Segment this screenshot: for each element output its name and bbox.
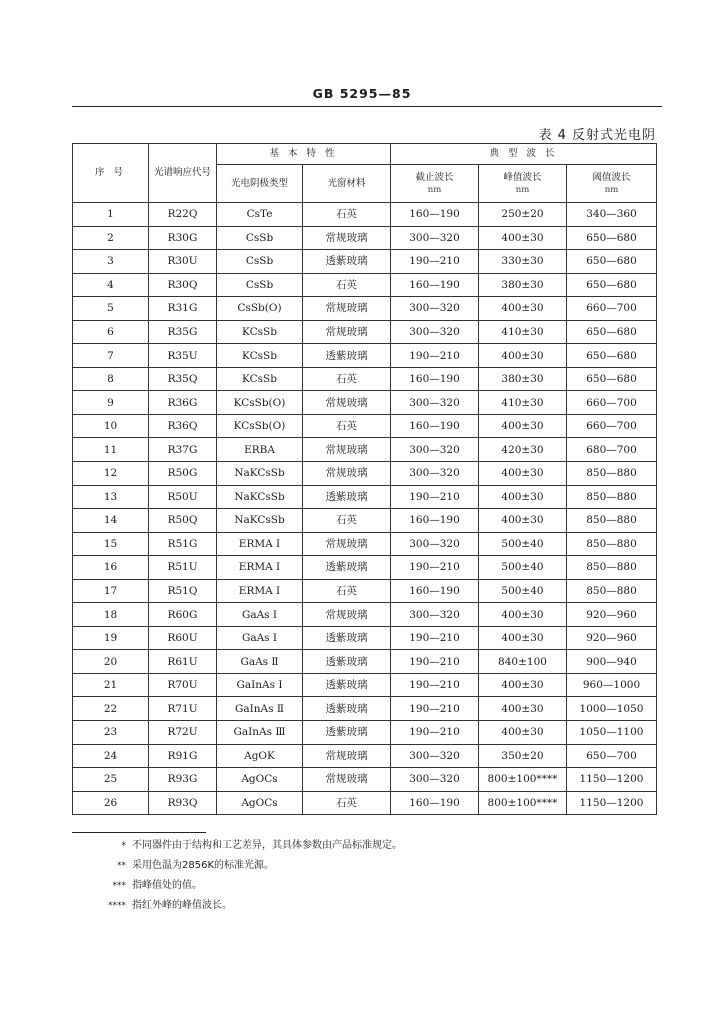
cell-photocathode-type: KCsSb xyxy=(217,367,303,391)
footnote-mark: **** xyxy=(108,901,126,911)
footnote-text: 采用色温为2856K的标准光源。 xyxy=(132,860,275,871)
cell-window-material: 常规玻璃 xyxy=(303,391,391,415)
cell-window-material: 常规玻璃 xyxy=(303,226,391,250)
cell-peak-wavelength: 410±30 xyxy=(479,320,567,344)
cell-index: 17 xyxy=(73,579,149,603)
cell-peak-wavelength: 800±100**** xyxy=(479,768,567,792)
cell-cutoff-wavelength: 160—190 xyxy=(391,579,479,603)
cell-index: 5 xyxy=(73,297,149,321)
cell-index: 24 xyxy=(73,744,149,768)
cell-spectral-code: R60G xyxy=(149,603,217,627)
footnote-mark: *** xyxy=(112,881,126,891)
cell-cutoff-wavelength: 300—320 xyxy=(391,603,479,627)
table-row xyxy=(73,438,657,462)
cell-cutoff-wavelength: 190—210 xyxy=(391,626,479,650)
table-row xyxy=(73,273,657,297)
cell-threshold-wavelength: 920—960 xyxy=(567,626,657,650)
table-row xyxy=(73,414,657,438)
cell-photocathode-type: ERMA Ⅰ xyxy=(217,556,303,580)
cell-photocathode-type: KCsSb xyxy=(217,320,303,344)
cell-peak-wavelength: 400±30 xyxy=(479,462,567,486)
cell-index: 23 xyxy=(73,721,149,745)
footnote-text: 指峰值处的值。 xyxy=(132,880,202,891)
cell-peak-wavelength: 400±30 xyxy=(479,344,567,368)
cell-index: 1 xyxy=(73,203,149,227)
header-rule xyxy=(72,106,662,107)
table-row xyxy=(73,203,657,227)
cell-threshold-wavelength: 660—700 xyxy=(567,391,657,415)
footnote xyxy=(96,876,402,896)
cell-photocathode-type: AgOCs xyxy=(217,791,303,815)
cell-threshold-wavelength: 1150—1200 xyxy=(567,768,657,792)
cell-spectral-code: R35G xyxy=(149,320,217,344)
cell-peak-wavelength: 380±30 xyxy=(479,273,567,297)
cell-index: 26 xyxy=(73,791,149,815)
cell-cutoff-wavelength: 300—320 xyxy=(391,297,479,321)
cell-photocathode-type: CsSb xyxy=(217,273,303,297)
cell-threshold-wavelength: 960—1000 xyxy=(567,673,657,697)
cell-threshold-wavelength: 1150—1200 xyxy=(567,791,657,815)
cell-photocathode-type: GaInAs Ⅲ xyxy=(217,721,303,745)
cell-spectral-code: R36Q xyxy=(149,414,217,438)
table-row xyxy=(73,367,657,391)
table-row xyxy=(73,509,657,533)
cell-threshold-wavelength: 650—680 xyxy=(567,367,657,391)
cell-threshold-wavelength: 1050—1100 xyxy=(567,721,657,745)
table-row xyxy=(73,579,657,603)
cell-cutoff-wavelength: 190—210 xyxy=(391,650,479,674)
cell-spectral-code: R50G xyxy=(149,462,217,486)
cell-photocathode-type: NaKCsSb xyxy=(217,485,303,509)
unit-label: nm xyxy=(515,184,530,195)
cell-index: 6 xyxy=(73,320,149,344)
cell-index: 13 xyxy=(73,485,149,509)
cell-threshold-wavelength: 900—940 xyxy=(567,650,657,674)
cell-window-material: 石英 xyxy=(303,273,391,297)
cell-spectral-code: R35Q xyxy=(149,367,217,391)
cell-spectral-code: R50Q xyxy=(149,509,217,533)
cell-photocathode-type: AgOK xyxy=(217,744,303,768)
cell-peak-wavelength: 350±20 xyxy=(479,744,567,768)
footnote-text: 不同器件由于结构和工艺差异，其具体参数由产品标准规定。 xyxy=(132,840,402,851)
cell-spectral-code: R30G xyxy=(149,226,217,250)
cell-cutoff-wavelength: 300—320 xyxy=(391,532,479,556)
cell-index: 16 xyxy=(73,556,149,580)
cell-window-material: 石英 xyxy=(303,791,391,815)
cell-cutoff-wavelength: 160—190 xyxy=(391,273,479,297)
table-row xyxy=(73,297,657,321)
cell-photocathode-type: CsSb(O) xyxy=(217,297,303,321)
cell-spectral-code: R31G xyxy=(149,297,217,321)
header-spectral-code: 光谱响应代号 xyxy=(149,144,217,203)
cell-photocathode-type: GaAs Ⅱ xyxy=(217,650,303,674)
header-basic-characteristics: 基 本 特 性 xyxy=(217,144,391,165)
cell-window-material: 常规玻璃 xyxy=(303,438,391,462)
cell-threshold-wavelength: 650—680 xyxy=(567,226,657,250)
cell-photocathode-type: KCsSb xyxy=(217,344,303,368)
cell-window-material: 透紫玻璃 xyxy=(303,626,391,650)
cell-window-material: 透紫玻璃 xyxy=(303,344,391,368)
document-header: GB 5295—85 xyxy=(312,86,412,101)
cell-window-material: 石英 xyxy=(303,509,391,533)
table-row xyxy=(73,485,657,509)
cell-window-material: 常规玻璃 xyxy=(303,320,391,344)
cell-threshold-wavelength: 680—700 xyxy=(567,438,657,462)
cell-index: 2 xyxy=(73,226,149,250)
cell-spectral-code: R71U xyxy=(149,697,217,721)
cell-peak-wavelength: 400±30 xyxy=(479,673,567,697)
table-row xyxy=(73,673,657,697)
cell-peak-wavelength: 400±30 xyxy=(479,414,567,438)
cell-index: 11 xyxy=(73,438,149,462)
cell-index: 25 xyxy=(73,768,149,792)
table-row xyxy=(73,320,657,344)
cell-window-material: 透紫玻璃 xyxy=(303,673,391,697)
cell-window-material: 透紫玻璃 xyxy=(303,556,391,580)
cell-peak-wavelength: 800±100**** xyxy=(479,791,567,815)
cell-threshold-wavelength: 920—960 xyxy=(567,603,657,627)
cell-peak-wavelength: 400±30 xyxy=(479,297,567,321)
cell-peak-wavelength: 400±30 xyxy=(479,603,567,627)
cell-peak-wavelength: 400±30 xyxy=(479,721,567,745)
cell-index: 8 xyxy=(73,367,149,391)
cell-index: 22 xyxy=(73,697,149,721)
cell-peak-wavelength: 420±30 xyxy=(479,438,567,462)
cell-threshold-wavelength: 650—680 xyxy=(567,273,657,297)
cell-cutoff-wavelength: 300—320 xyxy=(391,226,479,250)
cell-peak-wavelength: 500±40 xyxy=(479,579,567,603)
cell-spectral-code: R30U xyxy=(149,250,217,274)
cell-peak-wavelength: 500±40 xyxy=(479,532,567,556)
cell-cutoff-wavelength: 190—210 xyxy=(391,721,479,745)
cell-cutoff-wavelength: 190—210 xyxy=(391,556,479,580)
cell-window-material: 透紫玻璃 xyxy=(303,650,391,674)
cell-window-material: 石英 xyxy=(303,367,391,391)
table-row xyxy=(73,650,657,674)
footnote-text: 指红外峰的峰值波长。 xyxy=(132,900,232,911)
cell-spectral-code: R93Q xyxy=(149,791,217,815)
cell-cutoff-wavelength: 300—320 xyxy=(391,768,479,792)
cell-photocathode-type: NaKCsSb xyxy=(217,509,303,533)
table-row xyxy=(73,721,657,745)
cell-threshold-wavelength: 850—880 xyxy=(567,462,657,486)
cell-window-material: 透紫玻璃 xyxy=(303,250,391,274)
cell-threshold-wavelength: 850—880 xyxy=(567,509,657,533)
cell-threshold-wavelength: 650—700 xyxy=(567,744,657,768)
table-row xyxy=(73,556,657,580)
cell-window-material: 透紫玻璃 xyxy=(303,697,391,721)
cell-spectral-code: R22Q xyxy=(149,203,217,227)
cell-photocathode-type: ERMA Ⅰ xyxy=(217,579,303,603)
cell-cutoff-wavelength: 160—190 xyxy=(391,414,479,438)
cell-photocathode-type: CsTe xyxy=(217,203,303,227)
cell-threshold-wavelength: 650—680 xyxy=(567,320,657,344)
cell-cutoff-wavelength: 190—210 xyxy=(391,697,479,721)
cell-spectral-code: R35U xyxy=(149,344,217,368)
header-threshold-wavelength: 阈值波长 nm xyxy=(567,165,657,203)
cell-peak-wavelength: 500±40 xyxy=(479,556,567,580)
table-row xyxy=(73,532,657,556)
cell-cutoff-wavelength: 160—190 xyxy=(391,203,479,227)
cell-cutoff-wavelength: 300—320 xyxy=(391,320,479,344)
cell-threshold-wavelength: 850—880 xyxy=(567,532,657,556)
cell-index: 7 xyxy=(73,344,149,368)
header-window-material: 光窗材料 xyxy=(303,165,391,203)
cell-spectral-code: R50U xyxy=(149,485,217,509)
cell-spectral-code: R51U xyxy=(149,556,217,580)
footnote xyxy=(96,856,402,876)
cell-photocathode-type: CsSb xyxy=(217,250,303,274)
footnote xyxy=(96,896,402,916)
cell-window-material: 石英 xyxy=(303,414,391,438)
table-row xyxy=(73,226,657,250)
table-row xyxy=(73,744,657,768)
cell-window-material: 透紫玻璃 xyxy=(303,721,391,745)
cell-cutoff-wavelength: 160—190 xyxy=(391,791,479,815)
cell-threshold-wavelength: 660—700 xyxy=(567,297,657,321)
cell-spectral-code: R93G xyxy=(149,768,217,792)
cell-cutoff-wavelength: 160—190 xyxy=(391,509,479,533)
cell-index: 3 xyxy=(73,250,149,274)
cell-cutoff-wavelength: 190—210 xyxy=(391,344,479,368)
cell-peak-wavelength: 840±100 xyxy=(479,650,567,674)
cell-threshold-wavelength: 340—360 xyxy=(567,203,657,227)
cell-spectral-code: R30Q xyxy=(149,273,217,297)
table-row xyxy=(73,344,657,368)
header-photocathode-type: 光电阴极类型 xyxy=(217,165,303,203)
unit-label: nm xyxy=(604,184,619,195)
cell-spectral-code: R37G xyxy=(149,438,217,462)
cell-cutoff-wavelength: 300—320 xyxy=(391,462,479,486)
header-typical-wavelength: 典 型 波 长 xyxy=(391,144,657,165)
cell-peak-wavelength: 400±30 xyxy=(479,226,567,250)
cell-spectral-code: R72U xyxy=(149,721,217,745)
cell-photocathode-type: GaAs Ⅰ xyxy=(217,626,303,650)
cell-cutoff-wavelength: 300—320 xyxy=(391,744,479,768)
cell-window-material: 常规玻璃 xyxy=(303,532,391,556)
header-index: 序 号 xyxy=(73,144,149,203)
unit-label: nm xyxy=(427,184,442,195)
cell-window-material: 常规玻璃 xyxy=(303,744,391,768)
cell-index: 18 xyxy=(73,603,149,627)
cell-index: 21 xyxy=(73,673,149,697)
cell-index: 4 xyxy=(73,273,149,297)
table-caption: 表 4 反射式光电阴 xyxy=(538,128,656,143)
table-row xyxy=(73,626,657,650)
cell-photocathode-type: NaKCsSb xyxy=(217,462,303,486)
table-row xyxy=(73,462,657,486)
cell-threshold-wavelength: 1000—1050 xyxy=(567,697,657,721)
cell-photocathode-type: ERMA Ⅰ xyxy=(217,532,303,556)
cell-index: 10 xyxy=(73,414,149,438)
cell-window-material: 常规玻璃 xyxy=(303,297,391,321)
cell-cutoff-wavelength: 190—210 xyxy=(391,673,479,697)
cell-spectral-code: R51G xyxy=(149,532,217,556)
cell-photocathode-type: GaInAs Ⅰ xyxy=(217,673,303,697)
footnote-separator xyxy=(72,832,206,833)
cell-spectral-code: R51Q xyxy=(149,579,217,603)
cell-photocathode-type: KCsSb(O) xyxy=(217,414,303,438)
cell-index: 15 xyxy=(73,532,149,556)
cell-window-material: 常规玻璃 xyxy=(303,768,391,792)
cell-threshold-wavelength: 850—880 xyxy=(567,556,657,580)
cell-spectral-code: R36G xyxy=(149,391,217,415)
cell-window-material: 透紫玻璃 xyxy=(303,485,391,509)
table-row xyxy=(73,768,657,792)
cell-peak-wavelength: 330±30 xyxy=(479,250,567,274)
cell-spectral-code: R60U xyxy=(149,626,217,650)
cell-threshold-wavelength: 650—680 xyxy=(567,344,657,368)
cell-spectral-code: R70U xyxy=(149,673,217,697)
cell-photocathode-type: GaAs Ⅰ xyxy=(217,603,303,627)
cell-threshold-wavelength: 850—880 xyxy=(567,579,657,603)
cell-window-material: 常规玻璃 xyxy=(303,462,391,486)
footnotes xyxy=(96,836,402,916)
cell-window-material: 常规玻璃 xyxy=(303,603,391,627)
cell-cutoff-wavelength: 190—210 xyxy=(391,250,479,274)
footnote-mark: * xyxy=(121,841,126,851)
cell-threshold-wavelength: 650—680 xyxy=(567,250,657,274)
table-row xyxy=(73,391,657,415)
table-row xyxy=(73,250,657,274)
cell-cutoff-wavelength: 300—320 xyxy=(391,391,479,415)
cell-threshold-wavelength: 850—880 xyxy=(567,485,657,509)
cell-index: 14 xyxy=(73,509,149,533)
cell-peak-wavelength: 400±30 xyxy=(479,485,567,509)
footnote-mark: ** xyxy=(117,861,126,871)
footnote xyxy=(96,836,402,856)
cell-cutoff-wavelength: 160—190 xyxy=(391,367,479,391)
cell-spectral-code: R91G xyxy=(149,744,217,768)
cell-photocathode-type: CsSb xyxy=(217,226,303,250)
header-peak-wavelength: 峰值波长 nm xyxy=(479,165,567,203)
table-row xyxy=(73,791,657,815)
cell-window-material: 石英 xyxy=(303,203,391,227)
table-row xyxy=(73,603,657,627)
cell-peak-wavelength: 250±20 xyxy=(479,203,567,227)
cell-photocathode-type: ERBA xyxy=(217,438,303,462)
cell-peak-wavelength: 380±30 xyxy=(479,367,567,391)
cell-window-material: 石英 xyxy=(303,579,391,603)
cell-cutoff-wavelength: 190—210 xyxy=(391,485,479,509)
cell-cutoff-wavelength: 300—320 xyxy=(391,438,479,462)
cell-peak-wavelength: 410±30 xyxy=(479,391,567,415)
cell-index: 20 xyxy=(73,650,149,674)
cell-spectral-code: R61U xyxy=(149,650,217,674)
cell-threshold-wavelength: 660—700 xyxy=(567,414,657,438)
table-body xyxy=(73,203,657,815)
header-cutoff-wavelength: 截止波长 nm xyxy=(391,165,479,203)
photocathode-table xyxy=(72,143,657,815)
cell-photocathode-type: GaInAs Ⅱ xyxy=(217,697,303,721)
table-row xyxy=(73,697,657,721)
cell-peak-wavelength: 400±30 xyxy=(479,697,567,721)
cell-photocathode-type: KCsSb(O) xyxy=(217,391,303,415)
cell-index: 19 xyxy=(73,626,149,650)
cell-index: 9 xyxy=(73,391,149,415)
cell-peak-wavelength: 400±30 xyxy=(479,509,567,533)
cell-photocathode-type: AgOCs xyxy=(217,768,303,792)
cell-index: 12 xyxy=(73,462,149,486)
cell-peak-wavelength: 400±30 xyxy=(479,626,567,650)
